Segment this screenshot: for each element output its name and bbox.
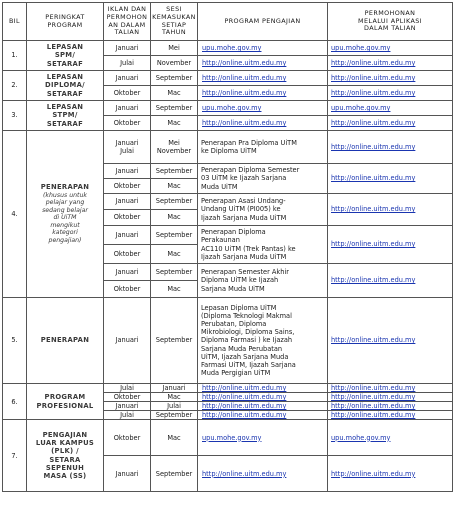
intake-session: Mac [151,245,198,264]
programme-description: Penerapan Diploma Semester 03 UiTM ke Ijazah Sarjana Muda UiTM [198,164,328,194]
advert-month: Januari [104,101,151,116]
uitm-link[interactable]: http://online.uitm.edu.my [331,240,416,249]
row-number: 1. [3,41,27,71]
programme-level: PENGAJIAN LUAR KAMPUS (PLK) / SETARA SEPENUH MASA (SS) [27,420,104,492]
header-bil: BIL [3,3,27,41]
intake-session: Julai [151,402,198,411]
programme-level: LEPASAN STPM/ SETARAF [27,101,104,131]
application-link-cell [328,71,453,86]
application-link-cell [328,56,453,71]
uitm-link[interactable]: http://online.uitm.edu.my [202,411,287,420]
table-header-row [3,3,453,41]
programme-link-cell [198,56,328,71]
table-row [3,131,453,164]
table-row [3,41,453,56]
uitm-link[interactable]: http://online.uitm.edu.my [331,411,416,420]
advert-month: Januari [104,264,151,281]
header-permohonan: PERMOHONAN MELALUI APLIKASI DALAM TALIAN [328,3,453,41]
uitm-link[interactable]: http://online.uitm.edu.my [202,88,287,97]
advert-month: Oktober [104,116,151,131]
programme-link-cell [198,456,328,492]
uitm-link[interactable]: http://online.uitm.edu.my [202,118,287,127]
programme-description: Lepasan Diploma UiTM (Diploma Teknologi Makmal Perubatan, Diploma Mikrobiologi, Diploma Sains, Diploma Farmasi ) ke Ijazah Sarjana Muda Perubatan UiTM, Ijazah Sarjana Muda Farmasi UiTM, Ijazah Sarjana Muda Pergigian UiTM [198,298,328,384]
advert-month: Januari [104,71,151,86]
uitm-link[interactable]: http://online.uitm.edu.my [331,336,416,345]
intake-session: September [151,194,198,210]
programme-level: LEPASAN DIPLOMA/ SETARAF [27,71,104,101]
uitm-link[interactable]: http://online.uitm.edu.my [202,73,287,82]
uitm-link[interactable]: http://online.uitm.edu.my [331,393,416,402]
programme-level: PENERAPAN (khusus untuk pelajar yang sedang belajar di UiTM mengikut kategori pengajian) [27,131,104,298]
programme-link-cell [198,71,328,86]
programme-link-cell [198,41,328,56]
intake-session: Mei November [151,131,198,164]
uitm-link[interactable]: http://online.uitm.edu.my [202,469,287,478]
advert-month: Januari [104,41,151,56]
application-link-cell [328,393,453,402]
uitm-link[interactable]: http://online.uitm.edu.my [331,142,416,151]
advert-month: Oktober [104,86,151,101]
application-link-cell [328,226,453,264]
upu-link[interactable]: upu.mohe.gov.my [202,433,262,442]
uitm-link[interactable]: http://online.uitm.edu.my [331,205,416,214]
row-number: 7. [3,420,27,492]
advert-month: Oktober [104,210,151,226]
header-program-pengajian: PROGRAM PENGAJIAN [198,3,328,41]
programme-level: PROGRAM PROFESIONAL [27,384,104,420]
upu-link[interactable]: upu.mohe.gov.my [331,43,391,52]
uitm-link[interactable]: http://online.uitm.edu.my [202,402,287,411]
programme-description: Penerapan Diploma Perakaunan AC110 UiTM (Trek Pantas) ke Ijazah Sarjana Muda UiTM [198,226,328,264]
uitm-link[interactable]: http://online.uitm.edu.my [331,58,416,67]
application-link-cell [328,298,453,384]
programme-link-cell [198,402,328,411]
programme-table-container [2,2,452,512]
programme-description: Penerapan Semester Akhir Diploma UiTM ke Ijazah Sarjana Muda UiTM [198,264,328,298]
uitm-link[interactable]: http://online.uitm.edu.my [331,469,416,478]
intake-session: Mac [151,420,198,456]
upu-link[interactable]: upu.mohe.gov.my [331,433,391,442]
advert-month: Oktober [104,393,151,402]
intake-session: Mac [151,86,198,101]
intake-session: Mac [151,210,198,226]
advert-month: Julai [104,384,151,393]
advert-month: Januari [104,194,151,210]
intake-session: Mei [151,41,198,56]
application-link-cell [328,131,453,164]
application-link-cell [328,456,453,492]
programme-description: Penerapan Asasi Undang- Undang UiTM (PI005) ke Ijazah Sarjana Muda UiTM [198,194,328,226]
row-number: 6. [3,384,27,420]
table-row [3,71,453,86]
table-row [3,298,453,384]
intake-session: September [151,226,198,245]
programme-link-cell [198,116,328,131]
programme-link-cell [198,101,328,116]
advert-month: Julai [104,56,151,71]
programme-description: Penerapan Pra Diploma UiTM ke Diploma UiTM [198,131,328,164]
advert-month: Januari Julai [104,131,151,164]
intake-session: Januari [151,384,198,393]
application-link-cell [328,41,453,56]
advert-month: Oktober [104,245,151,264]
uitm-link[interactable]: http://online.uitm.edu.my [331,88,416,97]
header-sesi: SESI KEMASUKAN SETIAP TAHUN [151,3,198,41]
advert-month: Januari [104,164,151,179]
intake-session: September [151,101,198,116]
programme-intake-table [2,2,453,492]
intake-session: September [151,71,198,86]
programme-link-cell [198,420,328,456]
uitm-link[interactable]: http://online.uitm.edu.my [331,402,416,411]
application-link-cell [328,164,453,194]
advert-month: Julai [104,411,151,420]
application-link-cell [328,402,453,411]
advert-month: Januari [104,298,151,384]
upu-link[interactable]: upu.mohe.gov.my [202,103,262,112]
row-number: 3. [3,101,27,131]
programme-link-cell [198,86,328,101]
application-link-cell [328,116,453,131]
upu-link[interactable]: upu.mohe.gov.my [202,43,262,52]
uitm-link[interactable]: http://online.uitm.edu.my [331,73,416,82]
uitm-link[interactable]: http://online.uitm.edu.my [331,118,416,127]
advert-month: Januari [104,456,151,492]
advert-month: Oktober [104,281,151,298]
uitm-link[interactable]: http://online.uitm.edu.my [331,276,416,285]
application-link-cell [328,411,453,420]
table-row [3,420,453,456]
programme-link-cell [198,393,328,402]
upu-link[interactable]: upu.mohe.gov.my [331,103,391,112]
intake-session: September [151,264,198,281]
intake-session: Mac [151,393,198,402]
header-iklan: IKLAN DAN PERMOHON AN DALAM TALIAN [104,3,151,41]
uitm-link[interactable]: http://online.uitm.edu.my [331,174,416,183]
intake-session: September [151,298,198,384]
application-link-cell [328,264,453,298]
header-peringkat: PERINGKAT PROGRAM [27,3,104,41]
application-link-cell [328,101,453,116]
row-number: 2. [3,71,27,101]
uitm-link[interactable]: http://online.uitm.edu.my [202,58,287,67]
row-number: 4. [3,131,27,298]
table-row [3,384,453,393]
programme-level: PENERAPAN [27,298,104,384]
table-row [3,101,453,116]
advert-month: Januari [104,402,151,411]
programme-level: LEPASAN SPM/ SETARAF [27,41,104,71]
advert-month: Oktober [104,179,151,194]
uitm-link[interactable]: http://online.uitm.edu.my [331,384,416,392]
intake-session: November [151,56,198,71]
uitm-link[interactable]: http://online.uitm.edu.my [202,384,287,392]
programme-link-cell [198,411,328,420]
application-link-cell [328,194,453,226]
application-link-cell [328,420,453,456]
application-link-cell [328,384,453,393]
programme-link-cell [198,384,328,393]
application-link-cell [328,86,453,101]
advert-month: Oktober [104,420,151,456]
advert-month: Januari [104,226,151,245]
intake-session: Mac [151,281,198,298]
intake-session: Mac [151,179,198,194]
row-number: 5. [3,298,27,384]
uitm-link[interactable]: http://online.uitm.edu.my [202,393,287,402]
intake-session: Mac [151,116,198,131]
intake-session: September [151,164,198,179]
intake-session: September [151,411,198,420]
intake-session: September [151,456,198,492]
